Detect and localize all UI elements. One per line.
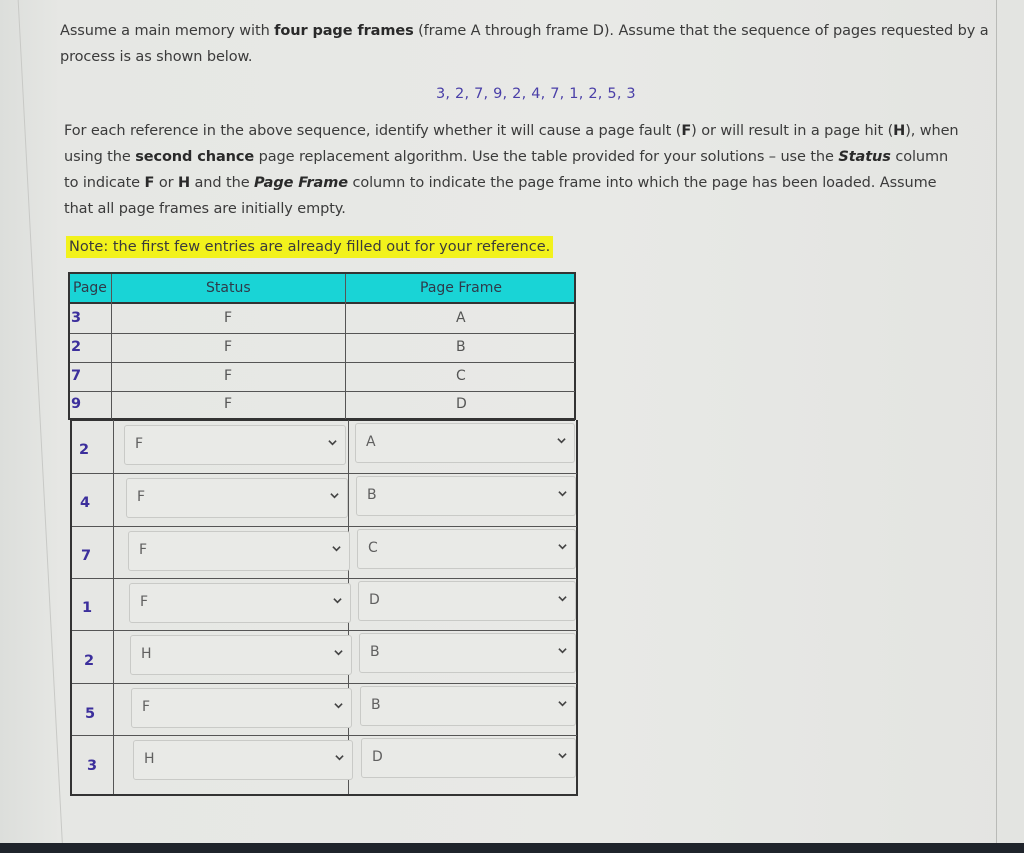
page-frame-dropdown[interactable] — [358, 581, 576, 621]
question-intro — [60, 18, 990, 70]
header-status: Status — [206, 280, 251, 296]
page-number: 2 — [79, 442, 90, 458]
frame-selected-value: A — [366, 434, 376, 450]
answer-table — [68, 272, 578, 796]
instr-text: or — [154, 175, 178, 191]
page-frame-dropdown[interactable] — [356, 476, 576, 516]
page-number: 3 — [87, 758, 98, 774]
divider — [72, 578, 577, 579]
screen-edge-left — [18, 0, 64, 853]
frame-selected-value: D — [372, 749, 383, 765]
question-instructions — [64, 118, 964, 222]
highlighted-note: Note: the first few entries are already filled out for your reference. — [66, 236, 553, 258]
instr-text: ) or will result in a page hit ( — [691, 123, 894, 139]
intro-text: Assume a main memory with — [60, 23, 275, 39]
divider — [113, 420, 114, 794]
page-frame-dropdown[interactable] — [360, 686, 576, 726]
frame-selected-value: B — [367, 487, 377, 503]
instr-bold-second-chance: second chance — [135, 149, 255, 165]
instr-text: page replacement algorithm. Use the table provided for your solutions – use the — [254, 149, 839, 165]
status-dropdown[interactable] — [129, 583, 351, 623]
divider — [70, 391, 575, 392]
divider — [70, 333, 575, 334]
divider — [72, 630, 577, 631]
status-dropdown[interactable] — [128, 531, 350, 571]
header-page-frame: Page Frame — [420, 280, 502, 296]
page-number: 3 — [71, 310, 82, 326]
instr-text: For each reference in the above sequence, identify whether it will cause a page fault ( — [64, 123, 682, 139]
status-value: F — [224, 368, 233, 384]
divider — [72, 683, 577, 684]
page-number: 4 — [80, 495, 91, 511]
instr-bold: F — [681, 123, 692, 139]
frame-selected-value: C — [368, 540, 378, 556]
frame-value: B — [456, 339, 466, 355]
frame-selected-value: D — [369, 592, 380, 608]
instr-bold-italic-status: Status — [838, 149, 891, 165]
chevron-down-icon — [334, 701, 343, 710]
page-frame-dropdown[interactable] — [359, 633, 576, 673]
page-number: 2 — [84, 653, 95, 669]
frame-value: C — [456, 368, 466, 384]
instr-bold-italic-page-frame: Page Frame — [254, 175, 348, 191]
table-header — [68, 272, 576, 304]
chevron-down-icon — [558, 489, 567, 498]
chevron-down-icon — [334, 648, 343, 657]
screen-bezel-bottom — [0, 843, 1024, 853]
chevron-down-icon — [332, 544, 341, 553]
status-selected-value: F — [142, 699, 151, 715]
chevron-down-icon — [558, 594, 567, 603]
page-reference-sequence: 3, 2, 7, 9, 2, 4, 7, 1, 2, 5, 3 — [436, 86, 636, 102]
status-dropdown[interactable] — [124, 425, 346, 465]
status-dropdown[interactable] — [126, 478, 348, 518]
page-frame-dropdown[interactable] — [355, 423, 575, 463]
frame-value: D — [456, 396, 467, 412]
status-value: F — [224, 396, 233, 412]
divider — [70, 362, 575, 363]
frame-selected-value: B — [371, 697, 381, 713]
page-frame-dropdown[interactable] — [361, 738, 576, 778]
status-value: F — [224, 339, 233, 355]
status-selected-value: F — [137, 489, 146, 505]
status-selected-value: H — [144, 751, 155, 767]
chevron-down-icon — [557, 436, 566, 445]
intro-text-rest: (frame A through frame D). Assume that the sequence of pages requested by a process is as shown below. — [60, 23, 989, 65]
instr-bold: F — [144, 175, 155, 191]
status-dropdown[interactable] — [133, 740, 353, 780]
page-number: 9 — [71, 396, 82, 412]
status-selected-value: H — [141, 646, 152, 662]
status-value: F — [224, 310, 233, 326]
instr-text: ), when using the — [64, 123, 959, 165]
chevron-down-icon — [330, 491, 339, 500]
content-divider-right — [996, 0, 997, 845]
frame-value: A — [456, 310, 466, 326]
instr-text: column to indicate — [64, 149, 949, 191]
chevron-down-icon — [335, 753, 344, 762]
header-page: Page — [73, 280, 107, 296]
instr-bold: H — [893, 123, 906, 139]
page-number: 1 — [82, 600, 93, 616]
page-number: 7 — [71, 368, 82, 384]
chevron-down-icon — [558, 542, 567, 551]
status-dropdown[interactable] — [130, 635, 352, 675]
page-frame-dropdown[interactable] — [357, 529, 576, 569]
instr-text: column to indicate the page frame into which the page has been loaded. Assume that all page frames are initially empty. — [64, 175, 937, 217]
divider — [72, 473, 577, 474]
status-selected-value: F — [135, 436, 144, 452]
instr-bold: H — [177, 175, 191, 191]
status-dropdown[interactable] — [131, 688, 352, 728]
frame-selected-value: B — [370, 644, 380, 660]
chevron-down-icon — [558, 699, 567, 708]
status-selected-value: F — [140, 594, 149, 610]
chevron-down-icon — [558, 646, 567, 655]
divider — [72, 526, 577, 527]
page-number: 2 — [71, 339, 82, 355]
chevron-down-icon — [333, 596, 342, 605]
instr-text: and the — [190, 175, 255, 191]
intro-bold-four-page-frames: four page frames — [274, 23, 414, 39]
status-selected-value: F — [139, 542, 148, 558]
divider — [72, 735, 577, 736]
chevron-down-icon — [328, 438, 337, 447]
divider — [111, 274, 112, 304]
page-number: 7 — [81, 548, 92, 564]
divider — [345, 274, 346, 304]
chevron-down-icon — [558, 751, 567, 760]
page-number: 5 — [85, 706, 96, 722]
